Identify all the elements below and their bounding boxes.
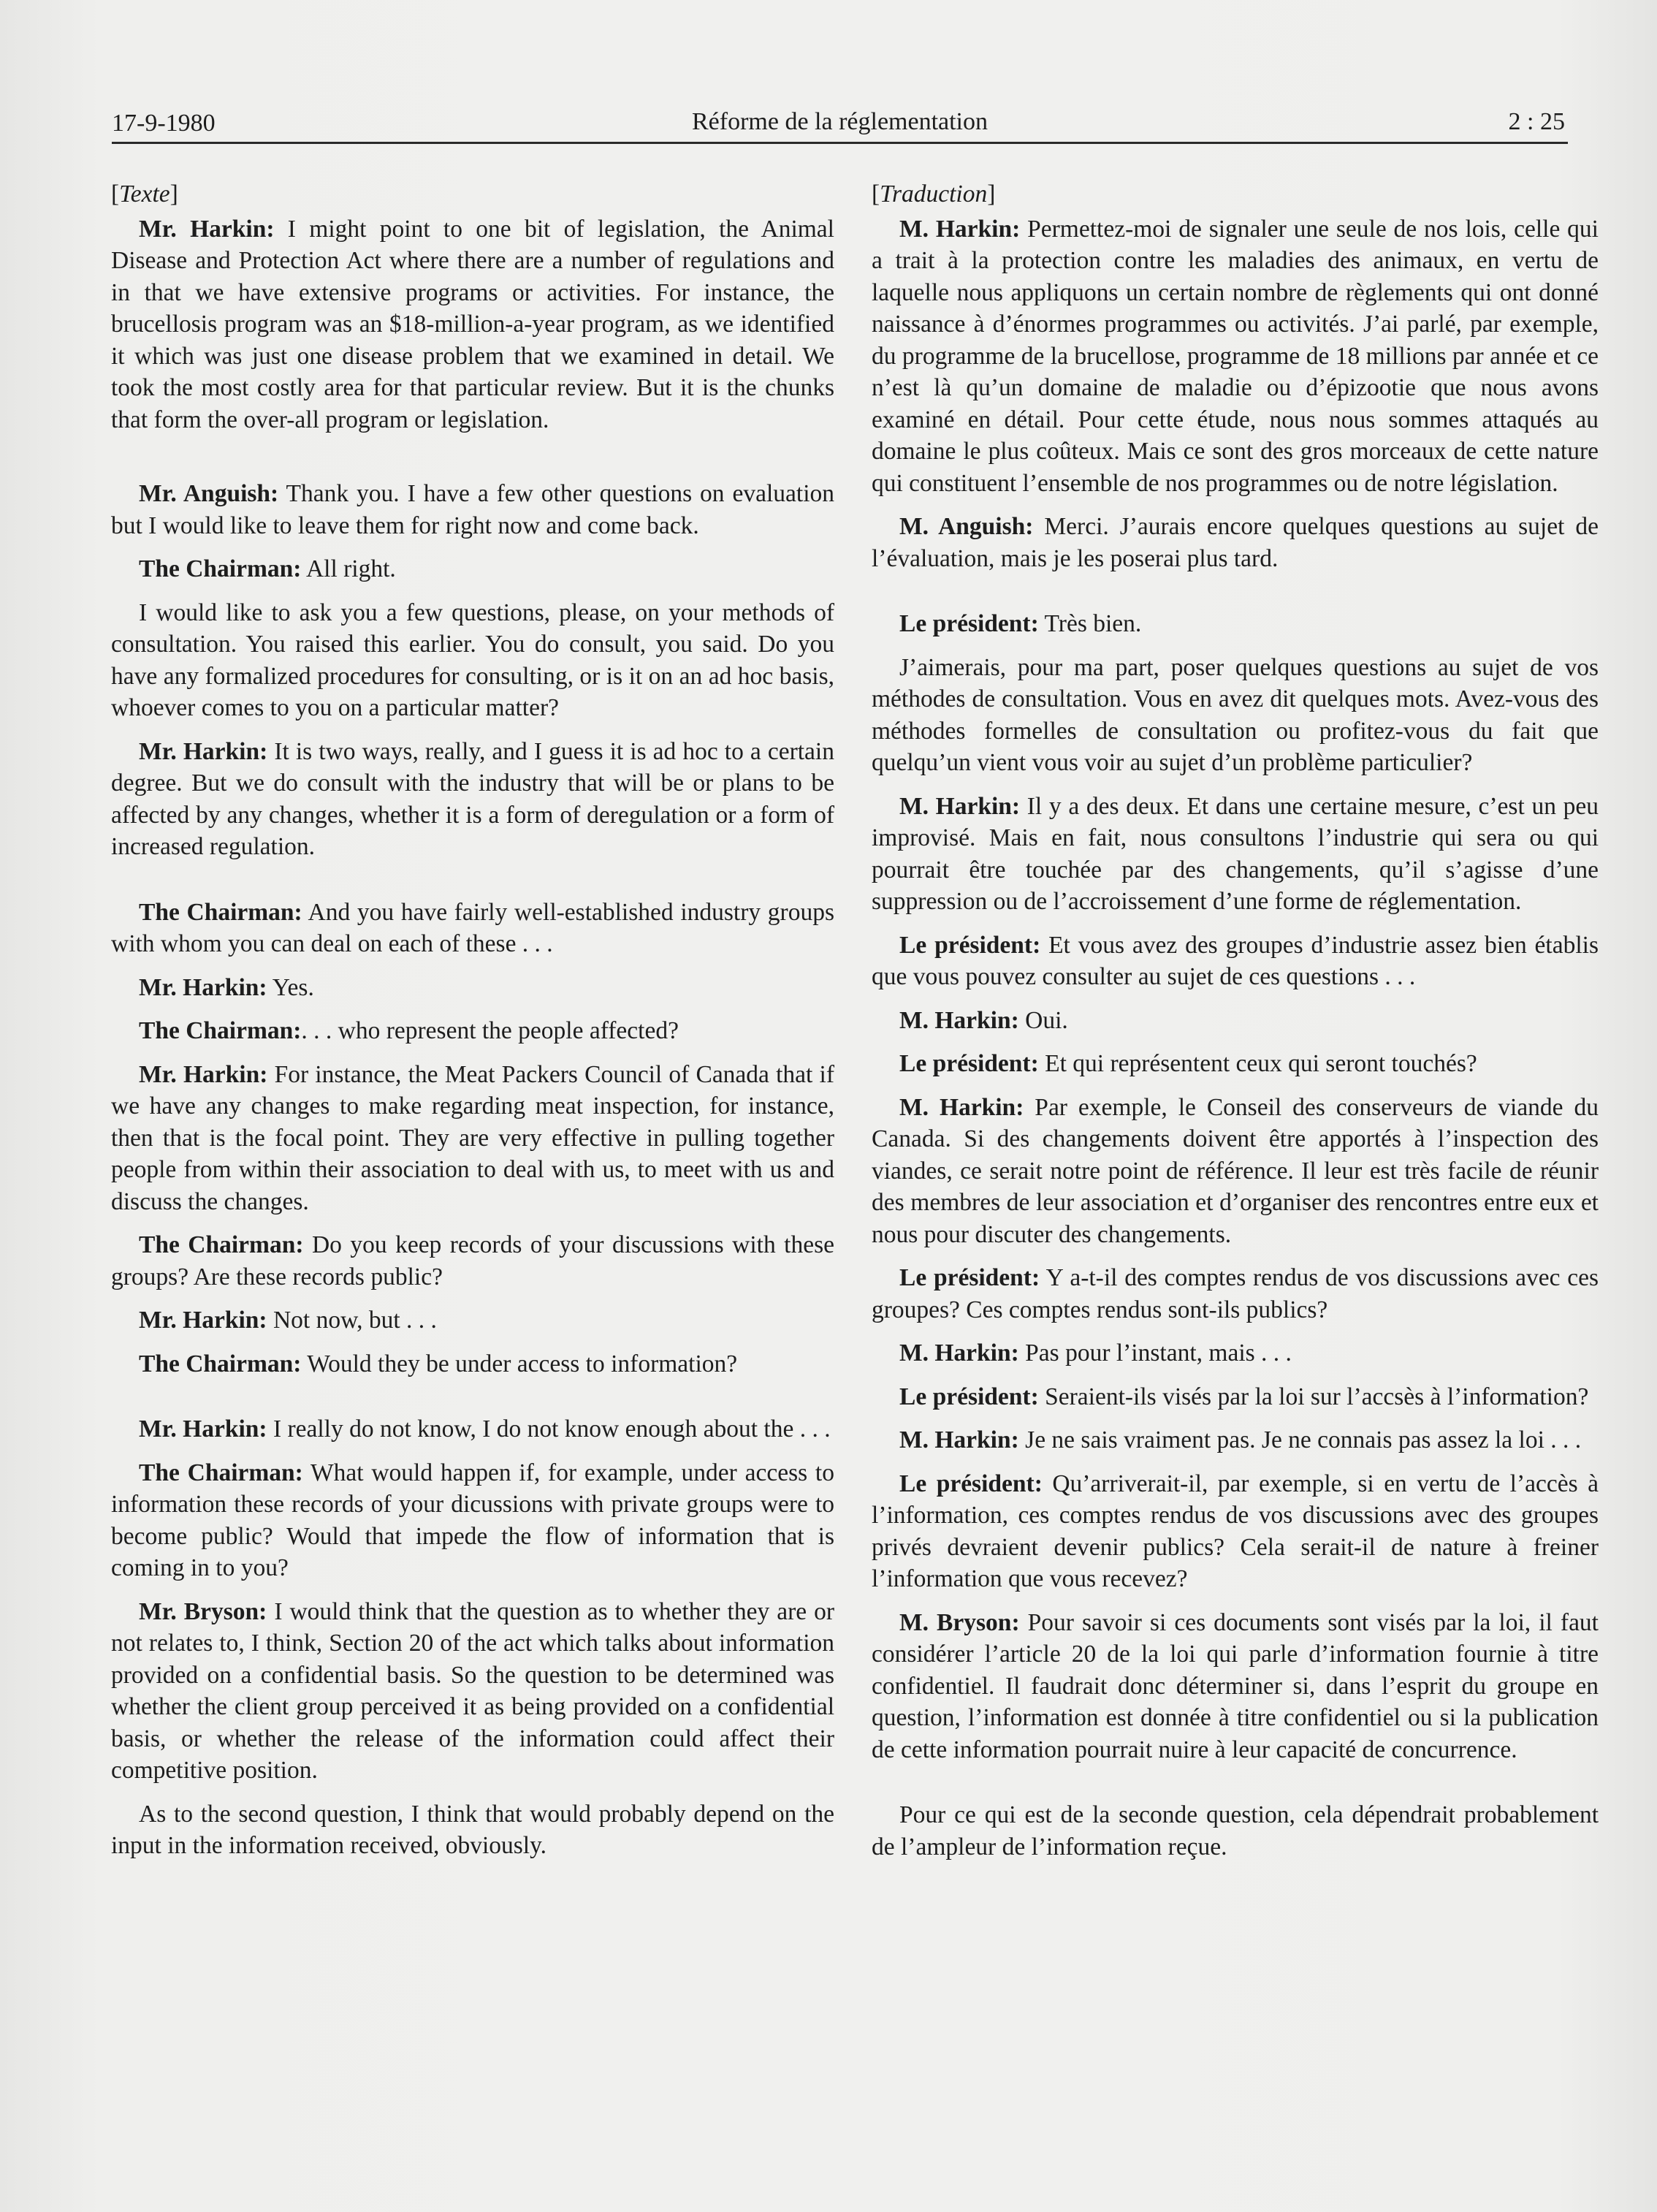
paragraph: [111, 736, 834, 863]
speech: I really do not know, I do not know enough about the . . .: [267, 1415, 831, 1443]
paragraph: [111, 597, 834, 724]
speech: Et vous avez des groupes d’industrie assez bien établis que vous pouvez consulter au sujet de ces questions . . .: [872, 931, 1599, 990]
speaker: The Chairman:: [139, 1459, 303, 1486]
speaker: M. Harkin:: [899, 215, 1021, 243]
speech: Permettez-moi de signaler une seule de nos lois, celle qui a trait à la protection contre les maladies des animaux, en vertu de laquelle nous appliquons un certain nombre de règlements qui ont donné naissance à d’énormes programmes ou activités. J’ai parlé, par exemple, du programme de la brucellose, programme de 18 millions par année et ce n’est là qu’un domaine de maladie ou d’épizootie que nous avons examiné en détail. Pour cette étude, nous nous sommes attaqués au domaine le plus coûteux. Mais ce sont des gros morceaux de cette nature qui constituent l’ensemble de nos programmes ou de notre législation.: [872, 215, 1599, 497]
speech: I would think that the question as to whether they are or not relates to, I think, Section 20 of the act which talks about information provided on a confidential basis. So the question to be determined was whether the client group perceived it as being provided on a confidential basis, or whether the release of the information could affect their competitive position.: [111, 1597, 834, 1784]
paragraph: [872, 1005, 1599, 1037]
speaker: M. Anguish:: [899, 513, 1034, 540]
speaker: M. Bryson:: [899, 1608, 1020, 1636]
speech: Not now, but . . .: [267, 1307, 437, 1334]
english-column: [111, 178, 834, 1874]
speaker: Le président:: [899, 610, 1039, 637]
column-label: [Traduction]: [872, 180, 996, 208]
paragraph: [872, 930, 1599, 993]
paragraph: [872, 1468, 1599, 1595]
speaker: M. Harkin:: [899, 1339, 1019, 1367]
paragraph: [872, 1381, 1599, 1413]
speaker: Le président:: [899, 931, 1041, 959]
paragraph: [111, 1596, 834, 1787]
speaker: Mr. Harkin:: [139, 973, 267, 1001]
paragraph: [872, 608, 1599, 640]
running-header: [112, 96, 1568, 144]
paragraph: [872, 1337, 1599, 1369]
speaker: Mr. Anguish:: [139, 480, 279, 507]
paragraph: [111, 1348, 834, 1380]
paragraph: [872, 1048, 1599, 1080]
speech: Pas pour l’instant, mais . . .: [1018, 1339, 1292, 1367]
paragraph: [872, 1424, 1599, 1456]
speech: Très bien.: [1038, 610, 1142, 637]
speech: And you have fairly well-established industry groups with whom you can deal on each of these . . .: [111, 898, 834, 957]
paragraph: [111, 1015, 834, 1047]
paragraph: [111, 478, 834, 541]
paragraph: [872, 511, 1599, 574]
french-column: [872, 178, 1599, 1874]
speech: All right.: [301, 555, 396, 582]
paragraph: [872, 791, 1599, 918]
column-label: [Texte]: [111, 180, 178, 208]
speech: For instance, the Meat Packers Council of Canada that if we have any changes to make regarding meat inspection, for instance, then that is the focal point. They are very effective in pulling together people from within their association to deal with us, to meet with us and discuss the changes.: [111, 1060, 834, 1215]
speech: Pour savoir si ces documents sont visés par la loi, il faut considérer l’article 20 de la loi qui parle d’information fournie à titre confidentiel. Il faudrait donc déterminer si, dans l’esprit du groupe en question, l’information est donnée à titre confidentiel ou si la publication de cette information pourrait nuire à leur capacité de concurrence.: [872, 1608, 1599, 1763]
speech: Merci. J’aurais encore quelques questions au sujet de l’évaluation, mais je les poserai plus tard.: [872, 513, 1599, 572]
speech: . . . who represent the people affected?: [301, 1017, 679, 1044]
paragraph: [111, 897, 834, 960]
paragraph: [111, 972, 834, 1004]
paragraph: [111, 553, 834, 585]
speaker: Mr. Harkin:: [139, 1060, 268, 1088]
speech: Seraient-ils visés par la loi sur l’accsès à l’information?: [1038, 1383, 1589, 1410]
speech: Par exemple, le Conseil des conserveurs de viande du Canada. Si des changements doivent être apportés à l’inspection des viandes, ce serait notre point de référence. Il leur est très facile de réunir des membres de leur association et d’organiser des rencontres entre eux et nous pour discuter des changements.: [872, 1093, 1599, 1248]
speaker: The Chairman:: [139, 1231, 304, 1258]
paragraph: [872, 1092, 1599, 1251]
speech: Do you keep records of your discussions with these groups? Are these records public?: [111, 1231, 834, 1291]
speaker: M. Harkin:: [899, 792, 1021, 820]
speech: Il y a des deux. Et dans une certaine mesure, c’est un peu improvisé. Mais en fait, nous consultons l’industrie qui sera ou qui pourrait être touchée par des changements, qu’il s’agisse d’une suppression ou de l’accroissement d’une forme de réglementation.: [872, 792, 1599, 915]
paragraph: [111, 213, 834, 436]
paragraph: [872, 1262, 1599, 1326]
paragraph: [111, 1798, 834, 1862]
paragraph: [111, 1059, 834, 1218]
speaker: Le président:: [899, 1470, 1043, 1497]
speech: What would happen if, for example, under access to information these records of your dicussions with private groups were to become public? Would that impede the flow of information that is coming in to you?: [111, 1459, 834, 1581]
speech: Et qui représentent ceux qui seront touchés?: [1038, 1050, 1477, 1077]
speech: Oui.: [1018, 1006, 1068, 1034]
speaker: The Chairman:: [139, 898, 302, 926]
speech: Y a-t-il des comptes rendus de vos discussions avec ces groupes? Ces comptes rendus sont-ils publics?: [872, 1264, 1599, 1323]
speaker: Le président:: [899, 1383, 1039, 1410]
speaker: Le président:: [899, 1050, 1039, 1077]
speech: Thank you. I have a few other questions on evaluation but I would like to leave them for right now and come back.: [111, 480, 835, 539]
speech: I would like to ask you a few questions, please, on your methods of consultation. You raised this earlier. You do consult, you said. Do you have any formalized procedures for consulting, or is it on an ad hoc basis, whoever comes to you on a particular matter?: [111, 598, 834, 721]
paragraph: [872, 213, 1599, 500]
speaker: M. Harkin:: [899, 1093, 1024, 1121]
speaker: Mr. Bryson:: [139, 1597, 267, 1625]
paragraph: [872, 652, 1599, 779]
paragraph: [111, 1457, 834, 1584]
header-date: 17-9-1980: [112, 110, 216, 137]
speech: Je ne sais vraiment pas. Je ne connais pas assez la loi . . .: [1018, 1426, 1582, 1453]
speech: J’aimerais, pour ma part, poser quelques questions au sujet de vos méthodes de consultation. Vous en avez dit quelques mots. Avez-vous des méthodes formelles de consultation ou profitez-vous du fait que quelqu’un vient vous voir au sujet d’un problème particulier?: [872, 653, 1599, 776]
speech: Qu’arriverait-il, par exemple, si en vertu de l’accès à l’information, ces comptes rendus de vos discussions avec des groupes privés devraient devenir publics? Cela serait-il de nature à freiner l’information que vous recevez?: [872, 1470, 1599, 1592]
speaker: The Chairman:: [139, 1017, 302, 1044]
paragraph: [111, 1304, 834, 1337]
speaker: M. Harkin:: [899, 1006, 1019, 1034]
header-page-number: 2 : 25: [1508, 108, 1565, 135]
speaker: Le président:: [899, 1264, 1040, 1291]
speech: I might point to one bit of legislation, the Animal Disease and Protection Act where there are a number of regulations and in that we have extensive programs or activities. For instance, the brucellosis program was an $18-million-a-year program, as we identified it which was just one disease problem that we examined in detail. We took the most costly area for that particular review. But it is the chunks that form the over-all program or legislation.: [111, 215, 834, 433]
speech: It is two ways, really, and I guess it is ad hoc to a certain degree. But we do consult with the industry that will be or plans to be affected by any changes, whether it is a form of deregulation or a form of increased regulation.: [111, 737, 834, 860]
speaker: Mr. Harkin:: [139, 215, 275, 243]
speaker: Mr. Harkin:: [139, 1307, 267, 1334]
speech: Pour ce qui est de la seconde question, cela dépendrait probablement de l’ampleur de l’information reçue.: [872, 1801, 1599, 1861]
header-title: Réforme de la réglementation: [692, 108, 988, 135]
speaker: Mr. Harkin:: [139, 1415, 267, 1443]
paragraph: [111, 1413, 834, 1445]
speaker: M. Harkin:: [899, 1426, 1019, 1453]
paragraph: [111, 1229, 834, 1293]
speech: Yes.: [267, 973, 314, 1001]
speech: Would they be under access to information?: [301, 1350, 738, 1377]
paragraph: [872, 1607, 1599, 1766]
speaker: The Chairman:: [139, 555, 302, 582]
speaker: Mr. Harkin:: [139, 737, 268, 765]
paragraph: [872, 1799, 1599, 1863]
speaker: The Chairman:: [139, 1350, 302, 1377]
speech: As to the second question, I think that would probably depend on the input in the information received, obviously.: [111, 1800, 834, 1859]
